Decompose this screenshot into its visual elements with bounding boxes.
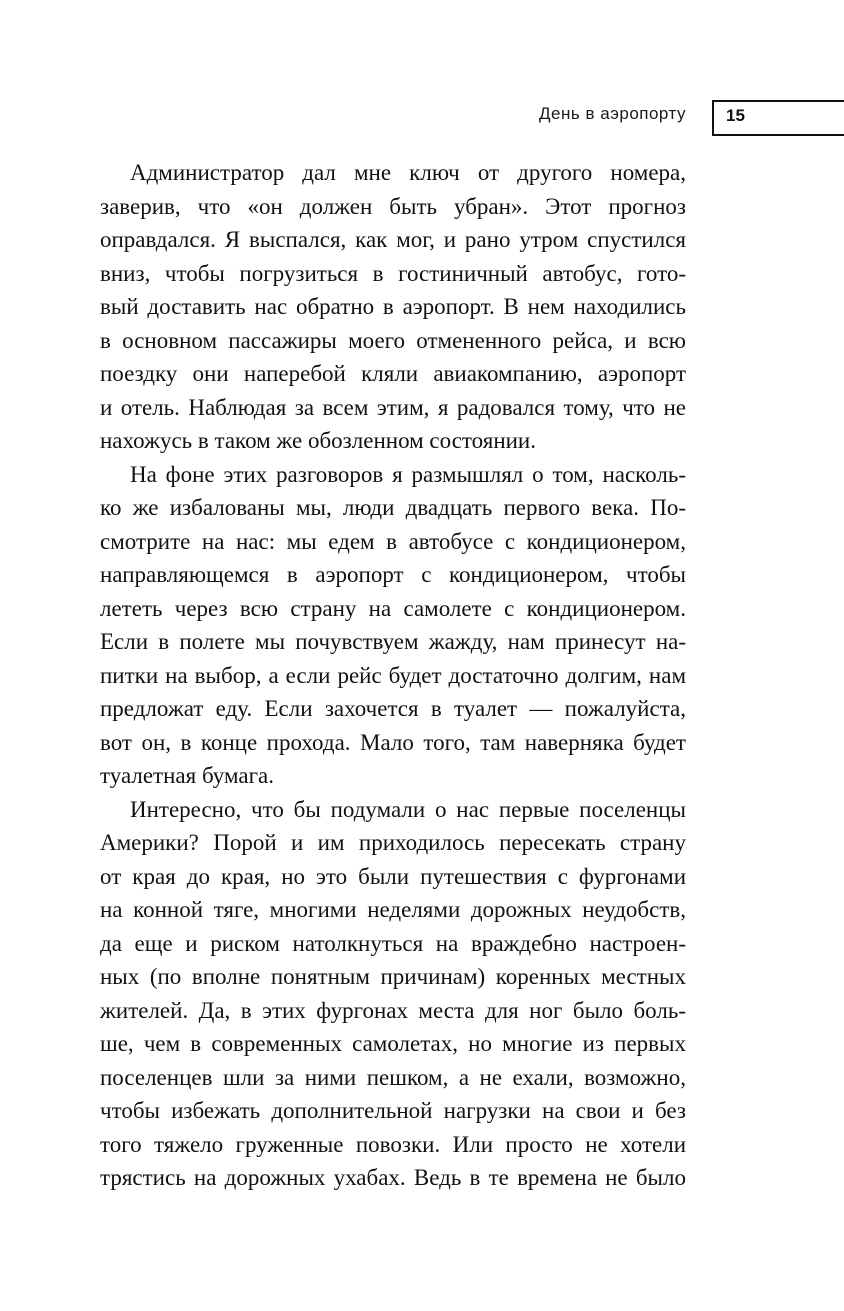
text-line: ше, чем в современных самолетах, но многие из первых (100, 1031, 686, 1056)
text-line: оправдался. Я выспался, как мог, и рано утром спустился (100, 227, 686, 252)
text-line: да еще и риском натолкнуться на враждебно настроен- (100, 930, 686, 956)
text-line: Интересно, что бы подумали о нас первые поселенцы (130, 796, 686, 822)
text-line: чтобы избежать дополнительной нагрузки на свои и без (100, 1098, 686, 1123)
page-number-box (712, 100, 844, 136)
text-line: в основном пассажиры моего отмененного рейса, и всю (100, 327, 686, 353)
text-line: и отель. Наблюдая за всем этим, я радовался тому, что не (100, 394, 686, 420)
text-line: нахожусь в таком же обозленном состоянии. (100, 428, 536, 453)
text-line: лететь через всю страну на самолете с кондиционером. (100, 595, 686, 621)
paragraph (100, 793, 686, 1195)
text-line: того тяжело груженные повозки. Или просто не хотели (100, 1131, 686, 1157)
text-line: питки на выбор, а если рейс будет достаточно долгим, нам (100, 662, 686, 688)
text-line: Если в полете мы почувствуем жажду, нам принесут на- (100, 629, 686, 654)
paragraph (100, 156, 686, 458)
text-line: вниз, чтобы погрузиться в гостиничный автобус, гото- (100, 260, 686, 286)
text-line: вот он, в конце прохода. Мало того, там наверняка будет (100, 729, 686, 755)
text-line: заверив, что «он должен быть убран». Этот прогноз (100, 193, 686, 219)
body-text (100, 156, 686, 1195)
text-line: жителей. Да, в этих фургонах места для ног было боль- (100, 997, 686, 1023)
text-line: На фоне этих разговоров я размышлял о том, насколь- (130, 461, 686, 487)
text-line: на конной тяге, многими неделями дорожных неудобств, (100, 897, 686, 922)
paragraph (100, 458, 686, 793)
text-line: направляющемся в аэропорт с кондиционером, чтобы (100, 562, 686, 587)
text-line: туалетная бумага. (100, 763, 274, 788)
running-title: День в аэропорту (539, 104, 686, 123)
text-line: вый доставить нас обратно в аэропорт. В нем находились (100, 294, 686, 319)
text-line: поселенцев шли за ними пешком, а не ехали, возможно, (100, 1064, 686, 1090)
text-line: поездку они наперебой кляли авиакомпанию, аэропорт (100, 361, 686, 386)
running-head (0, 100, 844, 134)
text-line: Америки? Порой и им приходилось пересекать страну (100, 830, 686, 855)
text-line: ко же избалованы мы, люди двадцать первого века. По- (100, 495, 686, 520)
text-line: от края до края, но это были путешествия с фургонами (100, 863, 686, 889)
text-line: смотрите на нас: мы едем в автобусе с кондиционером, (100, 528, 686, 554)
page-number: 15 (726, 106, 745, 125)
text-line: предложат еду. Если захочется в туалет — пожалуйста, (100, 696, 686, 721)
text-line: Администратор дал мне ключ от другого номера, (130, 160, 686, 185)
text-line: ных (по вполне понятным причинам) коренных местных (100, 964, 686, 989)
text-line: трястись на дорожных ухабах. Ведь в те времена не было (100, 1165, 686, 1190)
